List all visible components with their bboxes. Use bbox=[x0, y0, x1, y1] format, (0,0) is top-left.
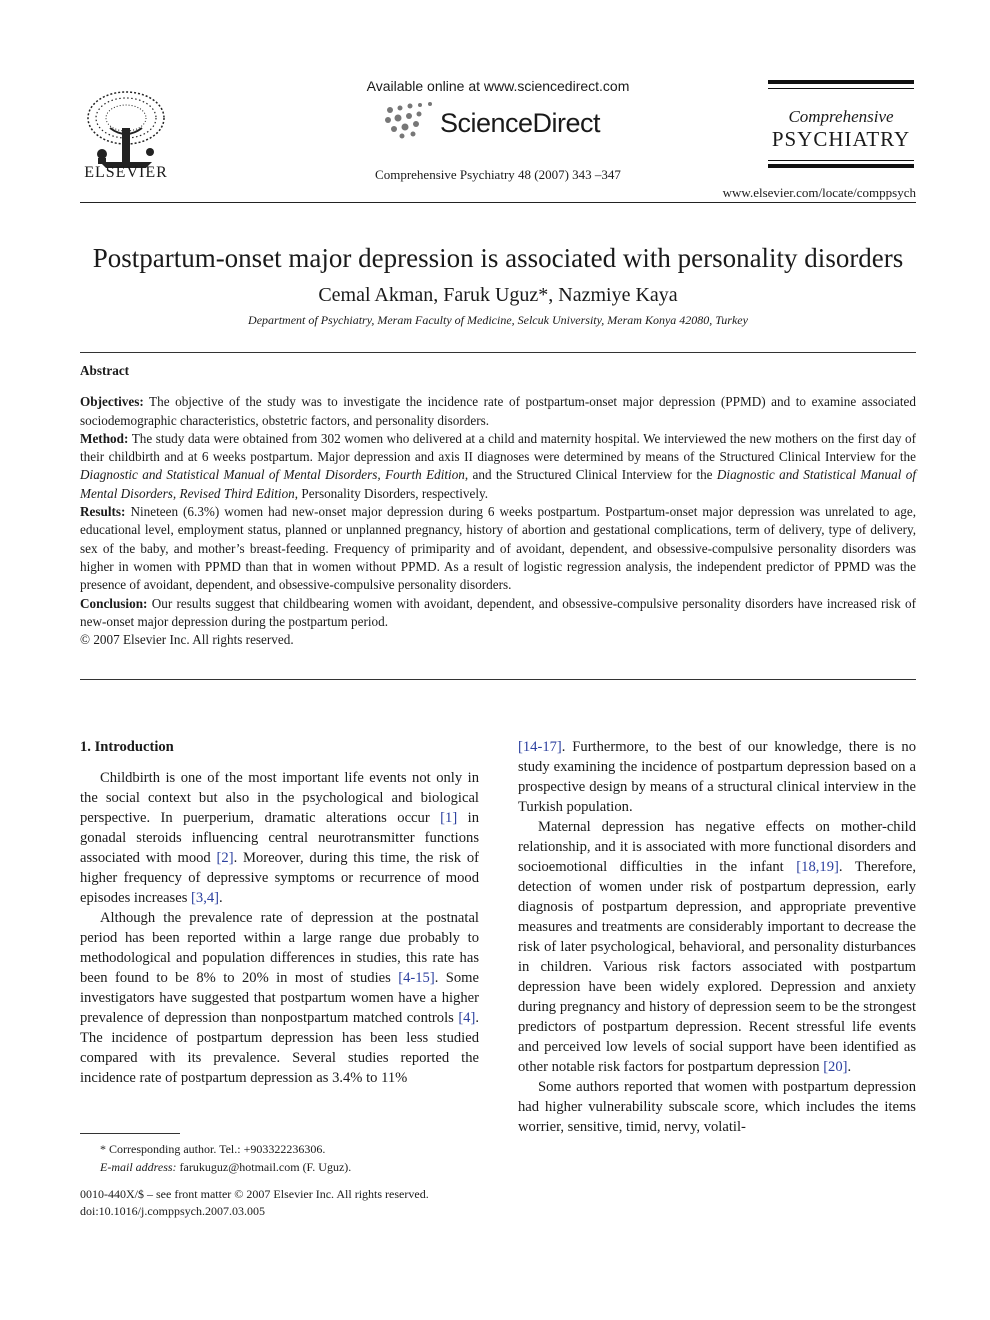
journal-logo-rule bbox=[768, 80, 914, 84]
paragraph-text: in gonadal steroids influencing central neurotransmitter functions associated with mood bbox=[80, 810, 480, 866]
intro-paragraph-1 bbox=[80, 768, 479, 908]
method-text: , and the Structured Clinical Interview for the bbox=[464, 467, 713, 483]
author-list: Cemal Akman, Faruk Uguz*, Nazmiye Kaya bbox=[318, 284, 678, 306]
method-manual-title: Diagnostic and Statistical Manual of Mental Disorders, Revised Third Edition bbox=[80, 467, 916, 501]
objectives-text: The objective of the study was to investigate the incidence rate of postpartum-onset major depression (PPMD) and to examine associated sociodemographic characteristics, obstetric factors, and personality disorders. bbox=[80, 394, 917, 428]
citation-link[interactable]: [4] bbox=[458, 1010, 476, 1026]
front-matter bbox=[80, 1186, 500, 1220]
issn-line: 0010-440X/$ – see front matter © 2007 Elsevier Inc. All rights reserved. bbox=[80, 1187, 429, 1201]
paragraph-text: . bbox=[847, 1059, 852, 1075]
method-text: The study data were obtained from 302 women who delivered at a child and maternity hospital. We interviewed the new mothers on the first day of their childbirth and at 6 weeks postpartum. Major depression and axis II diagnoses were determined by means of the Structured Clinical Interview for the bbox=[80, 430, 916, 465]
citation-link[interactable]: [20] bbox=[823, 1059, 848, 1075]
paragraph-text: . Moreover, during this time, the risk of higher frequency of depressive symptoms or recurrence of mood episodes increases bbox=[80, 850, 479, 906]
citation-link[interactable]: [18,19] bbox=[796, 859, 839, 875]
abstract-bottom-divider bbox=[80, 679, 916, 680]
intro-paragraph-2 bbox=[80, 908, 479, 1088]
available-online-text: Available online at www.sciencedirect.com bbox=[366, 78, 630, 94]
email-label: E-mail address: bbox=[100, 1160, 177, 1174]
paragraph-text: Maternal depression has negative effects on mother-child relationship, and it is associated with more functional disorders and socioemotional difficulties in the infant bbox=[518, 819, 916, 875]
method-label: Method: bbox=[80, 430, 129, 446]
paragraph-text: . Some investigators have suggested that postpartum women have a higher prevalence of depression than nonpostpartum matched controls bbox=[80, 970, 480, 1026]
author-affiliation: Department of Psychiatry, Meram Faculty of Medicine, Selcuk University, Meram Konya 42080, Turkey bbox=[248, 313, 748, 327]
journal-url-link[interactable]: www.elsevier.com/locate/comppsych bbox=[722, 185, 916, 200]
journal-logo-line2: PSYCHIATRY bbox=[771, 127, 911, 151]
objectives-label: Objectives: bbox=[80, 394, 144, 410]
citation-link[interactable]: [14-17] bbox=[518, 739, 562, 755]
conclusion-label: Conclusion: bbox=[80, 595, 148, 611]
header-divider bbox=[80, 202, 916, 203]
abstract-top-divider bbox=[80, 352, 916, 353]
conclusion-text: Our results suggest that childbearing women with avoidant, dependent, and obsessive-compulsive personality disorders have increased risk of new-onset major depression during the postpartum period. bbox=[80, 595, 916, 629]
journal-logo-rule bbox=[768, 88, 914, 89]
abstract-method bbox=[80, 430, 916, 503]
abstract-results bbox=[80, 503, 916, 594]
journal-logo-rule bbox=[768, 160, 914, 161]
journal-logo-rule bbox=[768, 164, 914, 168]
paragraph-text: . The incidence of postpartum depression has been less studied compared with its prevalence. Several studies reported the incidence rate of postpartum depression as 3.4% to 11% bbox=[80, 1010, 479, 1086]
method-manual-title: Diagnostic and Statistical Manual of Mental Disorders, Fourth Edition bbox=[80, 467, 465, 483]
intro-paragraph-3 bbox=[518, 817, 916, 1077]
article-title: Postpartum-onset major depression is associated with personality disorders bbox=[92, 243, 904, 273]
abstract-section bbox=[80, 362, 916, 649]
section-heading-introduction: 1. Introduction bbox=[80, 739, 174, 755]
journal-logo-line1: Comprehensive bbox=[788, 107, 894, 126]
results-text: Nineteen (6.3%) women had new-onset major depression during 6 weeks postpartum. Postpartum-onset major depression was unrelated to age, educational level, employment status, planned or unplanned pregnancy, history of abortion and gestational complications, term of delivery, type of delivery, sex of the baby, and mother’s breast-feeding. Frequency of primiparity and of avoidant, dependent, and obsessive-compulsive personality disorders was higher in women with PPMD than that in women without PPMD. As a result of logistic regression analysis, the independent predictor of PPMD was the presence of avoidant, dependent, and obsessive-compulsive personality disorders. bbox=[80, 504, 916, 593]
corresponding-author-note: * Corresponding author. Tel.: +903322236306. bbox=[100, 1142, 326, 1156]
footnote-divider bbox=[80, 1133, 180, 1134]
abstract-conclusion bbox=[80, 595, 916, 632]
paragraph-text: . bbox=[219, 890, 223, 906]
sciencedirect-dots-icon bbox=[382, 100, 442, 140]
abstract-objectives bbox=[80, 393, 916, 430]
results-label: Results: bbox=[80, 504, 126, 520]
paragraph-text: . Therefore, detection of women under risk of postpartum depression, early diagnosis of postpartum depression, and appropriate preventive measures and treatments are considerably important to decrease the risk of later psychological, behavioral, and personality disturbances in children. Various risk factors associated with postpartum depression have been widely explored. Depression and anxiety during pregnancy and history of depression seem to be the strongest predictors of postpartum depression. Recent stressful life events and perceived low levels of social support have been identified as other notable risk factors for postpartum depression bbox=[518, 859, 917, 1075]
doi-line[interactable]: doi:10.1016/j.comppsych.2007.03.005 bbox=[80, 1204, 265, 1218]
body-column-right bbox=[518, 737, 916, 1137]
intro-paragraph-4: Some authors reported that women with postpartum depression had higher vulnerability subscale score, which includes the items worrier, sensitive, timid, nervy, volatil- bbox=[518, 1079, 916, 1135]
paragraph-text: Childbirth is one of the most important life events not only in the social context but also in the psychological and biological perspective. In puerperium, dramatic alterations occur bbox=[80, 770, 479, 826]
sciencedirect-wordmark: ScienceDirect bbox=[440, 108, 601, 138]
citation-link[interactable]: [4-15] bbox=[398, 970, 435, 986]
email-note bbox=[80, 1158, 479, 1176]
abstract-heading: Abstract bbox=[80, 363, 130, 378]
abstract-copyright: © 2007 Elsevier Inc. All rights reserved. bbox=[80, 632, 294, 648]
journal-citation: Comprehensive Psychiatry 48 (2007) 343 –347 bbox=[375, 167, 621, 182]
email-address[interactable]: farukuguz@hotmail.com (F. Uguz). bbox=[179, 1160, 352, 1174]
citation-link[interactable]: [1] bbox=[440, 810, 458, 826]
publisher-name: ELSEVIER bbox=[84, 164, 168, 181]
intro-paragraph-2-continued bbox=[518, 737, 916, 817]
body-column-left bbox=[80, 737, 479, 1088]
footnotes bbox=[80, 1140, 479, 1176]
method-text: , Personality Disorders, respectively. bbox=[294, 485, 489, 501]
paragraph-text: Although the prevalence rate of depression at the postnatal period has been reported within a large range due probably to methodological and population differences in studies, this rate has been found to be 8% to 20% in most of studies bbox=[80, 910, 479, 986]
citation-link[interactable]: [2] bbox=[216, 850, 234, 866]
citation-link[interactable]: [3,4] bbox=[191, 890, 220, 906]
paragraph-text: . Furthermore, to the best of our knowledge, there is no study examining the incidence of postpartum depression based on a prospective design by means of a structural clinical interview in the Turkish population. bbox=[518, 739, 916, 815]
